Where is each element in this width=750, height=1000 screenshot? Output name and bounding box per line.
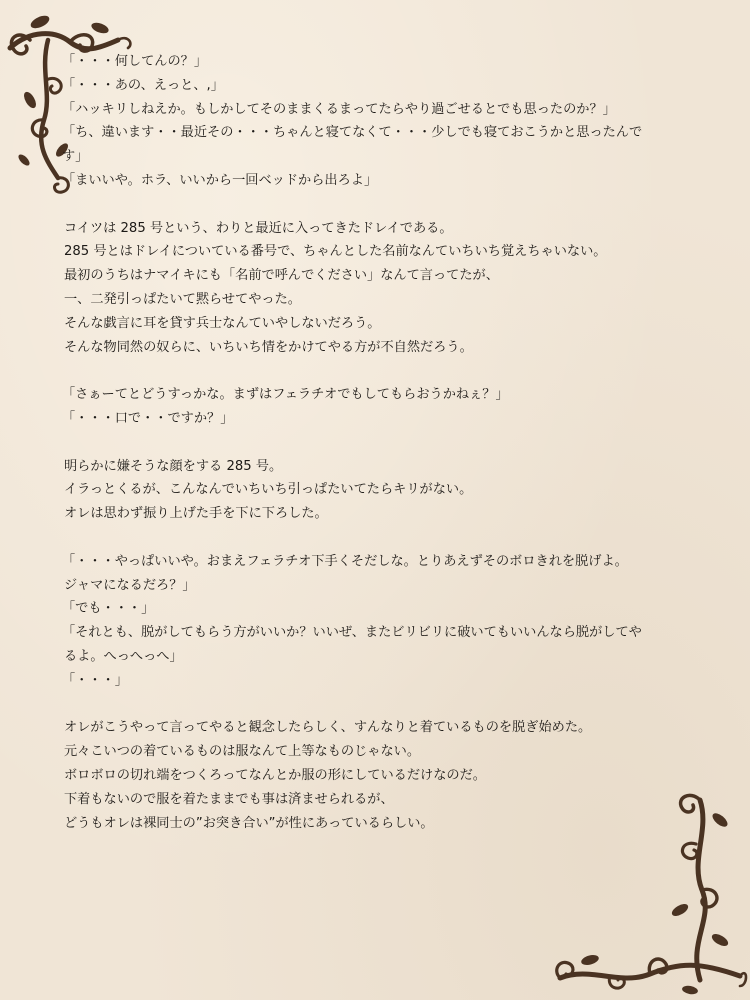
dialogue-line: るよ。へっへっへ」: [64, 648, 183, 664]
paragraph-spacer: [64, 431, 714, 455]
dialogue-line: 「・・・あの、えっと、,」: [62, 77, 224, 93]
narration-line: 一、二発引っぱたいて黙らせてやった。: [64, 291, 301, 307]
narration-line: オレがこうやって言ってやると観念したらしく、すんなりと着ているものを脱ぎ始めた。: [64, 720, 592, 736]
narration-line: 最初のうちはナマイキにも「名前で呼んでください」なんて言ってたが、: [64, 268, 499, 284]
narration-line: オレは思わず振り上げた手を下に下ろした。: [64, 506, 328, 522]
dialogue-line: す」: [62, 149, 89, 165]
dialogue-line: 「ハッキリしねえか。もしかしてそのままくるまってたらやり過ごせるとでも思ったのか？」: [62, 101, 616, 117]
dialogue-line: 「・・・口で・・ですか？」: [62, 410, 234, 426]
narration-line: イラっとくるが、こんなんでいちいち引っぱたいてたらキリがない。: [64, 482, 473, 498]
narration-line: そんな物同然の奴らに、いちいち情をかけてやる方が不自然だろう。: [64, 339, 473, 355]
dialogue-line: 「・・・やっぱいいや。おまえフェラチオ下手くそだしな。とりあえずそのボロきれを脱げよ。: [62, 553, 628, 569]
dialogue-line: 「まいいや。ホラ、いいから一回ベッドから出ろよ」: [62, 172, 378, 188]
narration-line: そんな戯言に耳を貸す兵士なんていやしないだろう。: [64, 315, 381, 331]
dialogue-line: 「・・・」: [62, 672, 128, 688]
narration-line: 元々こいつの着ているものは服なんて上等なものじゃない。: [64, 744, 421, 760]
dialogue-line: 「さぁーてとどうすっかな。まずはフェラチオでもしてもらおうかねぇ？」: [62, 387, 509, 403]
narration-line: 285 号とはドレイについている番号で、ちゃんとした名前なんていちいち覚えちゃいない。: [64, 244, 607, 260]
dialogue-line: 「・・・何してんの？」: [62, 54, 208, 69]
paragraph-spacer: [64, 359, 714, 383]
dialogue-line: 「それとも、脱がしてもらう方がいいか？いいぜ、またビリビリに破いてもいいんなら脱がしてや: [62, 625, 642, 641]
dialogue-line: 「ち、違います・・最近その・・・ちゃんと寝てなくて・・・少しでも寝ておこうかと思ったんで: [62, 125, 643, 141]
story-text: [64, 50, 714, 835]
dialogue-line: 「でも・・・」: [62, 601, 155, 617]
paragraph-spacer: [64, 693, 714, 717]
narration-line: どうもオレは裸同士の”お突き合い”が性にあっているらしい。: [64, 815, 434, 831]
paragraph-spacer: [64, 193, 714, 217]
dialogue-line: ジャマになるだろ？」: [64, 577, 196, 593]
narration-line: ボロボロの切れ端をつくろってなんとか服の形にしているだけなのだ。: [64, 767, 486, 783]
narration-line: 下着もないので服を着たままでも事は済ませられるが、: [64, 791, 394, 807]
narration-line: 明らかに嫌そうな顔をする 285 号。: [64, 458, 283, 474]
narration-line: コイツは 285 号という、わりと最近に入ってきたドレイである。: [64, 220, 453, 236]
paragraph-spacer: [64, 526, 714, 550]
